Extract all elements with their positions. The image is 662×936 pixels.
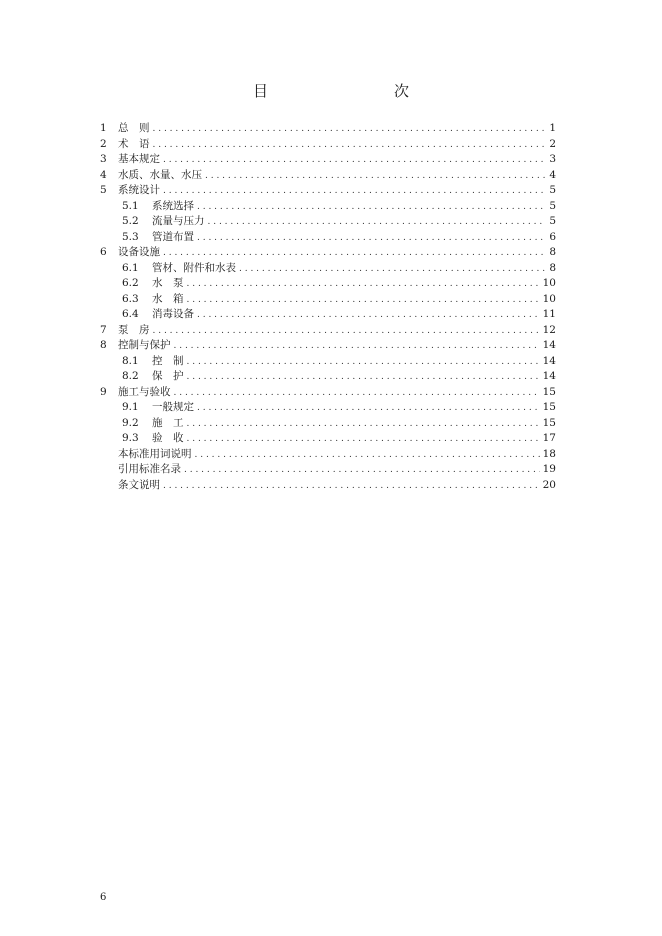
toc-entry-label: 设备设施 [118, 246, 160, 258]
toc-entry-label: 水 箱 [152, 292, 184, 305]
toc-entry-number: 5 [100, 184, 107, 196]
toc-entry-label: 水质、水量、水压 [118, 168, 202, 181]
toc-entry[interactable] [100, 323, 556, 339]
toc-entry-label: 一般规定 [152, 401, 194, 413]
toc-entry[interactable] [100, 183, 556, 199]
toc-entry-page: 2 [549, 137, 556, 150]
dot-leader [187, 293, 540, 309]
toc-subentry[interactable] [100, 416, 556, 432]
dot-leader [197, 200, 545, 216]
toc-entry-number: 8 [100, 339, 107, 351]
page-number: 6 [100, 892, 107, 903]
toc-entry[interactable] [100, 121, 556, 137]
toc-entry-page: 3 [549, 153, 556, 165]
toc-entry-label: 管材、附件和水表 [152, 261, 236, 274]
toc-subentry[interactable] [100, 214, 556, 230]
toc-entry-number: 3 [100, 153, 107, 165]
toc-entry-number: 6.1 [122, 261, 139, 274]
dot-leader [153, 122, 546, 138]
toc-entry-number: 9 [100, 385, 107, 398]
toc-entry-number: 8.2 [122, 370, 139, 382]
toc-entry-number: 5.2 [122, 215, 139, 227]
toc-entry-page: 1 [549, 122, 556, 134]
toc-entry-label: 泵 房 [118, 323, 150, 336]
dot-leader [153, 324, 540, 340]
dot-leader [197, 401, 540, 417]
toc-entry-label: 引用标准名录 [118, 463, 181, 475]
dot-leader [174, 386, 540, 402]
toc-entry-page: 8 [549, 246, 556, 258]
toc-entry-label: 验 收 [152, 432, 184, 444]
toc-entry-label: 流量与压力 [152, 215, 205, 227]
toc-entry-page: 10 [542, 292, 556, 305]
toc-entry-number: 9.1 [122, 401, 139, 413]
toc-entry[interactable] [100, 447, 556, 463]
toc-entry-label: 总 则 [118, 122, 150, 134]
toc-subentry[interactable] [100, 369, 556, 385]
toc-subentry[interactable] [100, 400, 556, 416]
toc-entry-number: 5.1 [122, 199, 139, 212]
toc-subentry[interactable] [100, 292, 556, 308]
toc-entry[interactable] [100, 385, 556, 401]
toc-subentry[interactable] [100, 199, 556, 215]
toc-entry-number: 2 [100, 137, 107, 150]
dot-leader [239, 262, 545, 278]
toc-entry[interactable] [100, 245, 556, 261]
toc-entry-page: 11 [542, 308, 556, 320]
toc-entry-label: 条文说明 [118, 478, 160, 491]
dot-leader [208, 215, 546, 231]
toc-entry-page: 5 [549, 215, 556, 227]
toc-entry-label: 管道布置 [152, 230, 194, 243]
toc-entry-number: 9.2 [122, 416, 139, 429]
dot-leader [197, 308, 540, 324]
toc-entry-page: 19 [542, 463, 556, 475]
toc-entry[interactable] [100, 168, 556, 184]
dot-leader [205, 169, 545, 185]
toc-entry-label: 施工与验收 [118, 385, 171, 398]
toc-entry[interactable] [100, 137, 556, 153]
toc-entry-page: 6 [549, 230, 556, 243]
dot-leader [195, 448, 540, 464]
toc-entry-label: 施 工 [152, 416, 184, 429]
toc-entry-number: 5.3 [122, 230, 139, 243]
toc-entry-page: 4 [549, 168, 556, 181]
dot-leader [184, 463, 540, 479]
toc-entry-number: 1 [100, 122, 107, 134]
toc-entry-number: 4 [100, 168, 107, 181]
toc-entry-label: 控 制 [152, 354, 184, 367]
dot-leader [197, 231, 545, 247]
toc-entry-number: 8.1 [122, 354, 139, 367]
toc-subentry[interactable] [100, 276, 556, 292]
toc-entry-label: 系统选择 [152, 199, 194, 212]
toc-entry-number: 7 [100, 323, 107, 336]
toc-entry-number: 6.4 [122, 308, 139, 320]
toc-subentry[interactable] [100, 354, 556, 370]
toc-entry[interactable] [100, 338, 556, 354]
toc-entry-label: 保 护 [152, 370, 184, 382]
dot-leader [187, 417, 540, 433]
dot-leader [174, 339, 540, 355]
toc-entry-page: 18 [542, 447, 556, 460]
toc-entry-number: 6 [100, 246, 107, 258]
dot-leader [153, 138, 546, 154]
toc-entry-number: 6.3 [122, 292, 139, 305]
toc-entry-page: 15 [542, 385, 556, 398]
toc-entry-page: 5 [549, 199, 556, 212]
dot-leader [187, 432, 540, 448]
toc-subentry[interactable] [100, 431, 556, 447]
toc-entry-page: 15 [542, 416, 556, 429]
toc-entry-label: 本标准用词说明 [118, 447, 192, 460]
toc-subentry[interactable] [100, 307, 556, 323]
dot-leader [163, 153, 545, 169]
toc-entry-page: 14 [542, 354, 556, 367]
toc-entry-label: 控制与保护 [118, 339, 171, 351]
toc-entry[interactable] [100, 478, 556, 494]
toc-entry-label: 术 语 [118, 137, 150, 150]
toc-entry-page: 15 [542, 401, 556, 413]
toc-entry[interactable] [100, 462, 556, 478]
toc-subentry[interactable] [100, 230, 556, 246]
dot-leader [163, 479, 540, 495]
toc-entry-page: 5 [549, 184, 556, 196]
toc-entry-label: 水 泵 [152, 277, 184, 289]
toc-entry-page: 14 [542, 339, 556, 351]
page-title: 目 次 [252, 82, 441, 100]
dot-leader [187, 370, 540, 386]
toc-entry-page: 17 [542, 432, 556, 444]
toc-entry-number: 9.3 [122, 432, 139, 444]
toc-entry-number: 6.2 [122, 277, 139, 289]
toc-entry-page: 8 [549, 261, 556, 274]
dot-leader [163, 246, 545, 262]
toc-entry-page: 14 [542, 370, 556, 382]
toc-entry-page: 20 [542, 478, 556, 491]
toc-entry-label: 系统设计 [118, 184, 160, 196]
toc-entry-label: 消毒设备 [152, 308, 194, 320]
toc-entry-page: 10 [542, 277, 556, 289]
toc-entry[interactable] [100, 152, 556, 168]
toc-subentry[interactable] [100, 261, 556, 277]
table-of-contents [100, 121, 556, 493]
toc-entry-page: 12 [542, 323, 556, 336]
dot-leader [187, 277, 540, 293]
dot-leader [163, 184, 545, 200]
toc-entry-label: 基本规定 [118, 153, 160, 165]
dot-leader [187, 355, 540, 371]
